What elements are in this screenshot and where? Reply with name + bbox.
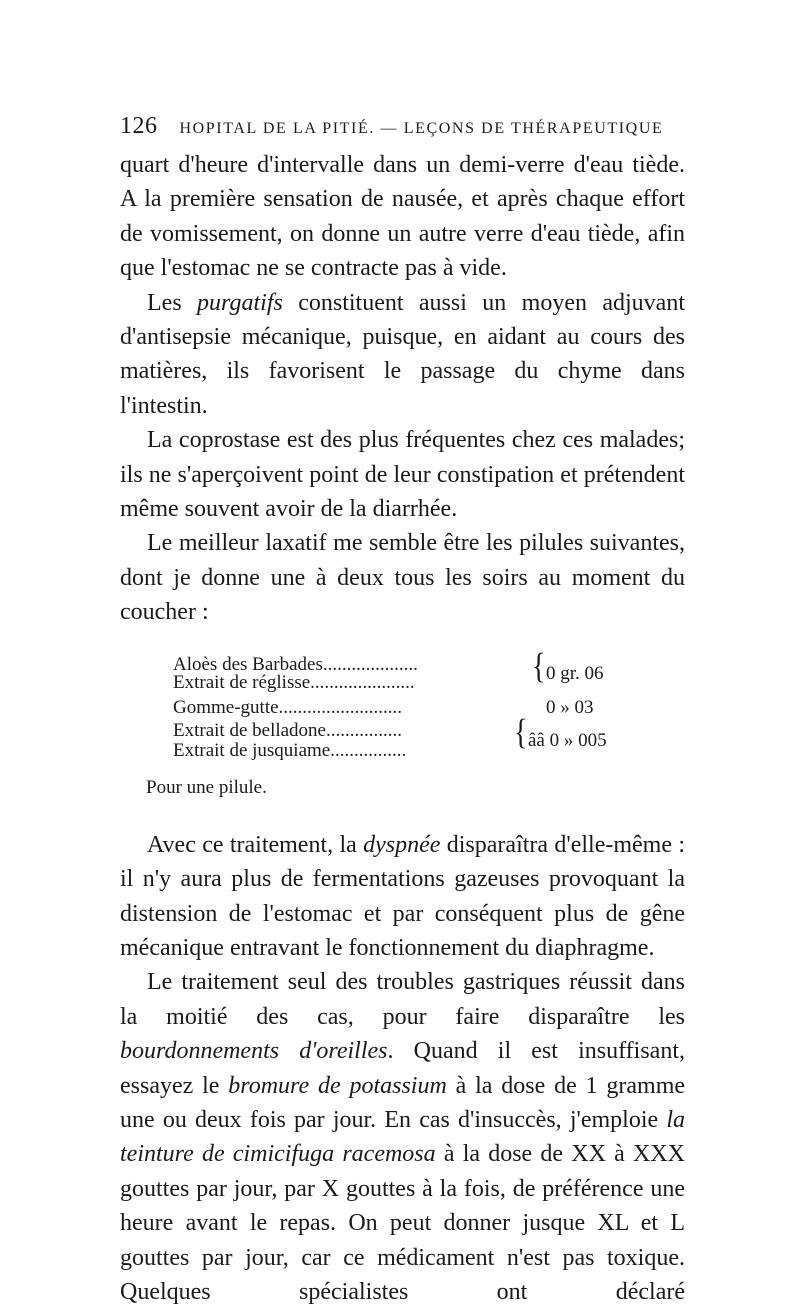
brace-group-1: { <box>532 645 546 687</box>
page-number: 126 <box>120 113 158 139</box>
formula-item-aloes: Aloès des Barbades.................... <box>173 653 418 675</box>
paragraph-2-start: Les <box>147 289 198 316</box>
paragraph-6-part-b: . Quand il est insuffisant, essayez le <box>120 1038 685 1099</box>
paragraph-2-italic: purgatifs <box>197 289 283 316</box>
paragraph-5-rest: disparaîtra d'elle-même : il n'y aura plus de fermentations gazeuses provoquant la distension de l'estomac et par conséquent plus de gêne mécanique entravant le fonctionnement du diaphragme. <box>120 831 685 961</box>
formula-footer: Pour une pilule. <box>146 776 267 798</box>
paragraph-4: Le meilleur laxatif me semble être les pilules suivantes, dont je donne une à deux tous les soirs au moment du coucher : <box>120 530 685 626</box>
formula-qty-group-1: 0 gr. 06 <box>546 662 604 684</box>
paragraph-2-rest: constituent aussi un moyen adjuvant d'antisepsie mécanique, puisque, en aidant au cours des matières, ils favorisent le passage du chyme dans l'intestin. <box>120 289 685 419</box>
paragraph-5-italic: dyspnée <box>363 831 441 858</box>
formula-aa-prefix: ââ <box>528 729 545 751</box>
formula-item-belladone: Extrait de belladone................ <box>173 719 402 741</box>
paragraph-6-part-c: à la dose de 1 gramme une ou deux fois par jour. En cas d'insuccès, j'emploie <box>120 1072 686 1133</box>
formula-qty-group-2-value: 0 » 005 <box>549 729 607 751</box>
paragraph-5 <box>120 828 685 966</box>
running-title: HOPITAL DE LA PITIÉ. — LEÇONS DE THÉRAPEUTIQUE <box>179 120 664 137</box>
paragraph-3: La coprostase est des plus fréquentes chez ces malades; ils ne s'aperçoivent point de leur constipation et prétendent même souvent avoir de la diarrhée. <box>120 427 685 523</box>
running-header <box>120 113 685 140</box>
pill-formula <box>120 645 685 798</box>
paragraph-2 <box>120 286 685 424</box>
paragraph-6 <box>120 965 685 1309</box>
page-body <box>120 148 685 1309</box>
formula-item-gomme-gutte: Gomme-gutte.......................... <box>173 696 403 718</box>
paragraph-6-part-a: Le traitement seul des troubles gastriques réussit dans la moitié des cas, pour faire disparaître les <box>120 969 685 1030</box>
paragraph-6-italic-1: bourdonnements d'oreilles <box>120 1038 388 1065</box>
paragraph-6-part-d: à la dose de XX à XXX gouttes par jour, par X gouttes à la fois, de préférence une heure avant le repas. On peut donner jusque XL et L gouttes par jour, car ce médicament n'est pas toxique. Quelques spécialistes ont déclaré <box>120 1141 685 1305</box>
paragraph-5-start: Avec ce traitement, la <box>147 831 364 858</box>
paragraph-6-italic-2: bromure de potassium <box>228 1072 447 1099</box>
formula-item-jusquiame: Extrait de jusquiame................ <box>173 739 407 761</box>
brace-group-2: { <box>514 711 528 753</box>
formula-qty-group-2 <box>528 730 607 752</box>
paragraph-1: quart d'heure d'intervalle dans un demi-verre d'eau tiède. A la première sensation de nausée, et après chaque effort de vomissement, on donne un autre verre d'eau tiède, afin que l'estomac ne se contracte pas à vide. <box>120 152 685 282</box>
formula-item-reglisse: Extrait de réglisse...................... <box>173 671 415 693</box>
formula-qty-gomme-gutte: 0 » 03 <box>546 696 594 718</box>
paragraph-6-italic-3: la teinture de cimicifuga racemosa <box>120 1106 685 1168</box>
